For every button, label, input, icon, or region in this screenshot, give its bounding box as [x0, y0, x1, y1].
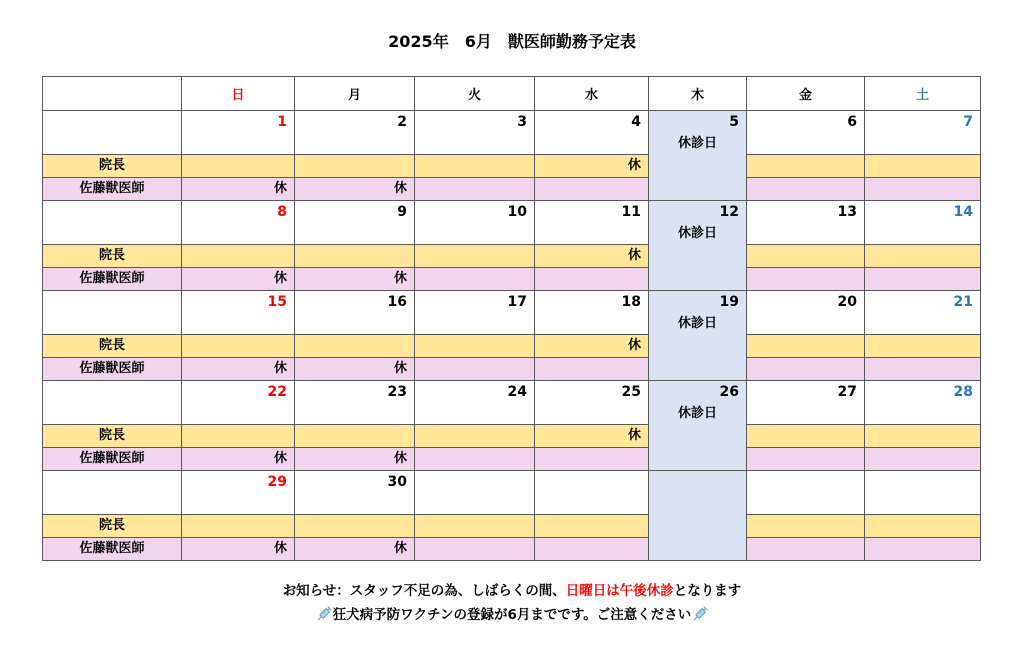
closed-day-cell: [649, 291, 747, 381]
week-4-sato-row: [43, 448, 981, 471]
director-label: 院長: [43, 515, 182, 538]
date-row-label: [43, 381, 182, 425]
director-cell-sunday: [182, 425, 295, 448]
date-cell-wednesday: 25: [535, 381, 649, 425]
director-label: 院長: [43, 155, 182, 178]
director-cell-saturday: [865, 515, 981, 538]
closed-day-cell: [649, 471, 747, 561]
sato-cell-monday: 休: [295, 358, 415, 381]
sato-cell-tuesday: [415, 178, 535, 201]
sato-cell-saturday: [865, 268, 981, 291]
sato-cell-wednesday: [535, 448, 649, 471]
sato-label: 佐藤獣医師: [43, 448, 182, 471]
date-row-label: [43, 111, 182, 155]
header-day-tuesday: 火: [415, 77, 535, 111]
director-cell-wednesday: [535, 515, 649, 538]
director-cell-tuesday: [415, 425, 535, 448]
header-day-thursday: 木: [649, 77, 747, 111]
sato-cell-tuesday: [415, 268, 535, 291]
director-cell-tuesday: [415, 335, 535, 358]
date-number: 26: [719, 384, 739, 400]
date-cell-saturday: 21: [865, 291, 981, 335]
director-cell-wednesday: 休: [535, 155, 649, 178]
date-cell-saturday: 14: [865, 201, 981, 245]
sato-cell-monday: 休: [295, 538, 415, 561]
week-4-director-row: [43, 425, 981, 448]
header-day-saturday: 土: [865, 77, 981, 111]
director-cell-tuesday: [415, 245, 535, 268]
notice-line: [0, 582, 1024, 600]
week-2-sato-row: [43, 268, 981, 291]
sato-cell-friday: [747, 538, 865, 561]
date-cell-friday: 13: [747, 201, 865, 245]
week-1-date-row: [43, 111, 981, 155]
date-cell-monday: 23: [295, 381, 415, 425]
closed-day-note: 休診日: [677, 316, 717, 331]
date-cell-tuesday: 24: [415, 381, 535, 425]
date-cell-tuesday: 10: [415, 201, 535, 245]
sato-cell-wednesday: [535, 538, 649, 561]
director-cell-wednesday: 休: [535, 245, 649, 268]
vaccine-text: 狂犬病予防ワクチンの登録が6月までです。ご注意ください: [332, 607, 692, 623]
date-cell-tuesday: 17: [415, 291, 535, 335]
director-label: 院長: [43, 425, 182, 448]
director-cell-saturday: [865, 425, 981, 448]
date-cell-saturday: [865, 471, 981, 515]
syringe-icon: [691, 605, 709, 623]
director-cell-wednesday: 休: [535, 425, 649, 448]
header-row: [43, 77, 981, 111]
sato-cell-saturday: [865, 538, 981, 561]
director-cell-friday: [747, 335, 865, 358]
closed-day-note: 休診日: [677, 406, 717, 421]
date-cell-saturday: 7: [865, 111, 981, 155]
director-cell-sunday: [182, 335, 295, 358]
sato-cell-sunday: 休: [182, 178, 295, 201]
director-cell-sunday: [182, 155, 295, 178]
date-number: 5: [729, 114, 739, 130]
closed-day-note: 休診日: [677, 136, 717, 151]
date-cell-monday: 2: [295, 111, 415, 155]
date-row-label: [43, 201, 182, 245]
sato-cell-sunday: 休: [182, 358, 295, 381]
header-day-monday: 月: [295, 77, 415, 111]
date-cell-wednesday: 4: [535, 111, 649, 155]
director-cell-saturday: [865, 335, 981, 358]
date-cell-friday: 6: [747, 111, 865, 155]
date-cell-sunday: 22: [182, 381, 295, 425]
date-cell-sunday: 1: [182, 111, 295, 155]
vaccine-notice: [0, 605, 1024, 624]
sato-cell-saturday: [865, 178, 981, 201]
date-number: 12: [719, 204, 739, 220]
date-row-label: [43, 471, 182, 515]
date-cell-sunday: 29: [182, 471, 295, 515]
date-row-label: [43, 291, 182, 335]
date-cell-sunday: 8: [182, 201, 295, 245]
director-cell-saturday: [865, 245, 981, 268]
schedule-table: [42, 76, 981, 561]
week-5-sato-row: [43, 538, 981, 561]
sato-label: 佐藤獣医師: [43, 268, 182, 291]
director-label: 院長: [43, 245, 182, 268]
director-cell-sunday: [182, 245, 295, 268]
date-cell-saturday: 28: [865, 381, 981, 425]
date-cell-monday: 9: [295, 201, 415, 245]
week-3-date-row: [43, 291, 981, 335]
sato-cell-tuesday: [415, 358, 535, 381]
director-cell-wednesday: 休: [535, 335, 649, 358]
sato-cell-monday: 休: [295, 448, 415, 471]
date-cell-wednesday: [535, 471, 649, 515]
director-cell-friday: [747, 515, 865, 538]
notice-text-end: となります: [673, 583, 742, 599]
notice-highlight: 日曜日は午後休診: [565, 583, 674, 599]
week-5-date-row: [43, 471, 981, 515]
sato-cell-friday: [747, 268, 865, 291]
closed-day-cell: [649, 111, 747, 201]
date-cell-wednesday: 18: [535, 291, 649, 335]
syringe-icon: [315, 605, 333, 623]
closed-day-note: 休診日: [677, 226, 717, 241]
sato-cell-monday: 休: [295, 268, 415, 291]
sato-cell-tuesday: [415, 448, 535, 471]
director-label: 院長: [43, 335, 182, 358]
director-cell-monday: [295, 155, 415, 178]
date-cell-monday: 16: [295, 291, 415, 335]
director-cell-saturday: [865, 155, 981, 178]
week-1-director-row: [43, 155, 981, 178]
week-2-director-row: [43, 245, 981, 268]
date-cell-friday: 27: [747, 381, 865, 425]
sato-label: 佐藤獣医師: [43, 538, 182, 561]
schedule-body: [43, 111, 981, 561]
sato-cell-friday: [747, 358, 865, 381]
sato-cell-friday: [747, 178, 865, 201]
sato-cell-saturday: [865, 448, 981, 471]
date-cell-friday: [747, 471, 865, 515]
director-cell-monday: [295, 245, 415, 268]
director-cell-friday: [747, 155, 865, 178]
week-3-sato-row: [43, 358, 981, 381]
sato-cell-monday: 休: [295, 178, 415, 201]
page-title: 2025年 6月 獣医師勤務予定表: [388, 32, 636, 51]
sato-label: 佐藤獣医師: [43, 178, 182, 201]
date-cell-friday: 20: [747, 291, 865, 335]
closed-day-cell: [649, 201, 747, 291]
sato-cell-sunday: 休: [182, 268, 295, 291]
week-2-date-row: [43, 201, 981, 245]
date-cell-sunday: 15: [182, 291, 295, 335]
date-cell-monday: 30: [295, 471, 415, 515]
week-1-sato-row: [43, 178, 981, 201]
date-cell-tuesday: 3: [415, 111, 535, 155]
sato-cell-wednesday: [535, 268, 649, 291]
director-cell-friday: [747, 245, 865, 268]
week-5-director-row: [43, 515, 981, 538]
director-cell-monday: [295, 335, 415, 358]
sato-cell-sunday: 休: [182, 538, 295, 561]
week-4-date-row: [43, 381, 981, 425]
director-cell-monday: [295, 515, 415, 538]
date-cell-tuesday: [415, 471, 535, 515]
sato-label: 佐藤獣医師: [43, 358, 182, 381]
date-number: 19: [719, 294, 739, 310]
sato-cell-sunday: 休: [182, 448, 295, 471]
closed-day-cell: [649, 381, 747, 471]
director-cell-monday: [295, 425, 415, 448]
sato-cell-wednesday: [535, 178, 649, 201]
week-3-director-row: [43, 335, 981, 358]
notice-text: お知らせ：スタッフ不足の為、しばらくの間、: [282, 583, 566, 599]
header-corner: [43, 77, 182, 111]
header-day-friday: 金: [747, 77, 865, 111]
director-cell-tuesday: [415, 515, 535, 538]
header-day-wednesday: 水: [535, 77, 649, 111]
sato-cell-saturday: [865, 358, 981, 381]
sato-cell-friday: [747, 448, 865, 471]
header-day-sunday: 日: [182, 77, 295, 111]
date-cell-wednesday: 11: [535, 201, 649, 245]
director-cell-sunday: [182, 515, 295, 538]
sato-cell-wednesday: [535, 358, 649, 381]
sato-cell-tuesday: [415, 538, 535, 561]
director-cell-tuesday: [415, 155, 535, 178]
director-cell-friday: [747, 425, 865, 448]
